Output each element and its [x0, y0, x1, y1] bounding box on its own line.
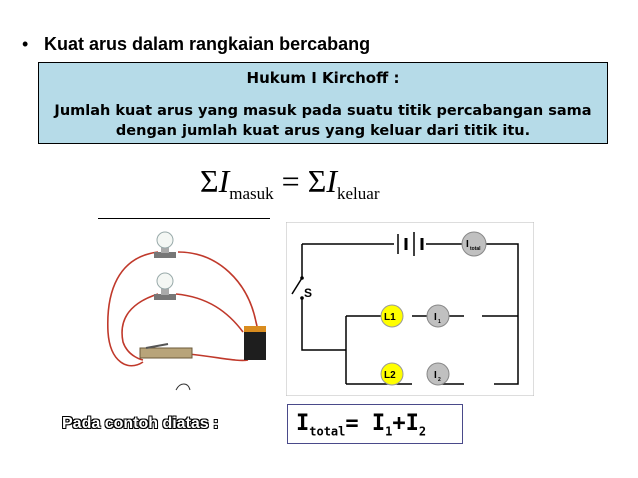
- kirchhoff-title: Hukum I Kirchoff :: [246, 69, 400, 87]
- kirchhoff-law-box: [38, 62, 608, 144]
- meter-2-sub: 2: [438, 377, 441, 383]
- eq-total-sub: total: [309, 424, 346, 439]
- ammeter-2: [427, 363, 449, 385]
- eq-sub-1: 1: [385, 424, 393, 439]
- lamp-1: [381, 305, 403, 327]
- eq-sub-2: 2: [418, 424, 427, 439]
- sub-keluar: keluar: [337, 184, 380, 203]
- ammeter-total: [462, 232, 486, 256]
- sub-masuk: masuk: [229, 184, 274, 203]
- current-var: I: [326, 163, 337, 199]
- lamp-2-label: L2: [384, 370, 396, 381]
- meter-total-label: I: [466, 239, 469, 250]
- lamp-1-label: L1: [384, 312, 396, 323]
- current-equation-box: [287, 404, 463, 444]
- kirchhoff-formula: [200, 163, 380, 203]
- kirchhoff-description: [39, 101, 607, 141]
- meter-2-label: I: [434, 370, 437, 381]
- meter-1-sub: 1: [438, 319, 441, 325]
- eq-plus: +I: [392, 411, 419, 436]
- switch-label: S: [304, 286, 313, 300]
- kirchhoff-desc-line-2: dengan jumlah kuat arus yang keluar dari titik itu.: [115, 123, 531, 139]
- eq-equals: = I: [345, 411, 386, 436]
- switch-icon: [140, 344, 192, 358]
- meter-1-label: I: [434, 312, 437, 323]
- lamp-2: [381, 363, 403, 385]
- sigma-symbol: Σ: [200, 163, 219, 199]
- meter-total-sub: total: [470, 246, 481, 252]
- ammeter-1: [427, 305, 449, 327]
- divider-line: [98, 218, 270, 219]
- kirchhoff-desc-line-1: Jumlah kuat arus yang masuk pada suatu titik percabangan sama: [54, 103, 592, 119]
- equals-sign: =: [281, 163, 300, 199]
- heading-text: Kuat arus dalam rangkaian bercabang: [44, 34, 371, 54]
- bulb-icon: [154, 232, 176, 258]
- current-var: I: [218, 163, 230, 199]
- circuit-schematic: [286, 222, 534, 396]
- slide-heading: [22, 34, 370, 55]
- example-label: Pada contoh diatas :: [62, 415, 219, 432]
- bulb-icon: [154, 273, 176, 300]
- circuit-photo: [98, 222, 276, 394]
- eq-total-var: I: [296, 411, 310, 436]
- bullet-icon: •: [22, 34, 29, 54]
- battery-icon: [244, 326, 266, 360]
- sigma-symbol: Σ: [307, 163, 327, 199]
